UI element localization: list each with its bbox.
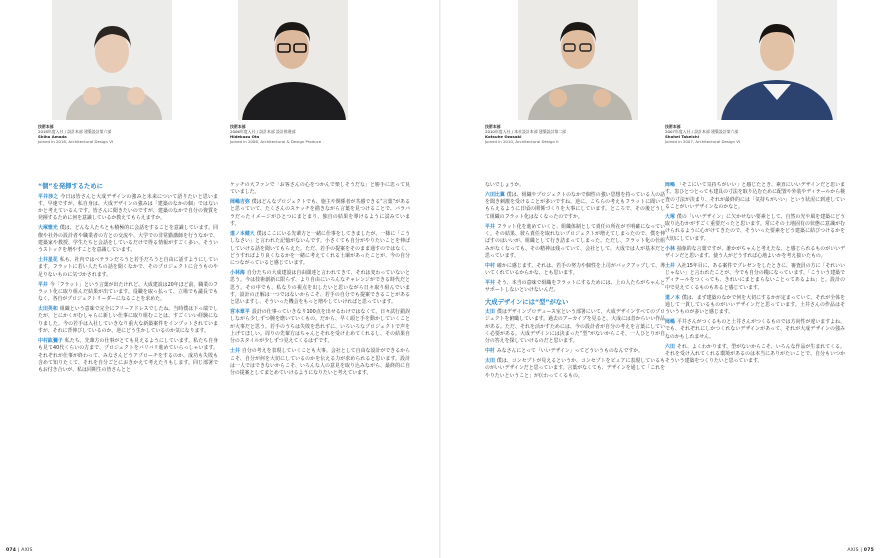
paragraph-text: フラット化を進めていくと、組織体制として責任の所在が不明確になっていく。その結果、彼ら責任を取れないプロジェクトが増えてしまったので、僕を伸ばすのはいいが、組織として行き詰まってしまった。ただし、フラット化の仕組みがなくなっても、その精神は残っていて、会社として、大成では人が基本だと思っています。: [485, 223, 665, 259]
speaker-name: 中村: [485, 262, 495, 269]
magazine-name: AXIS: [847, 548, 859, 553]
speaker-name: 平井: [485, 279, 495, 286]
caption-name-en: Shiho Amada: [38, 134, 67, 139]
paragraph-text: 私たち、先輩方の仕事がとても見えるようにしています。私たち自身も見て40代くらいの方まで、プロジェクトをバリバリ進めていらっしゃいます。それぞれが仕事が終わって、みなさんどうアプローチをするのか、成功も失敗も含めて知りたくて、それを自分ごとにおきかえて考えたりもします。同じ部署でもお付き合いが、私は同期生の皆さんとと: [38, 337, 218, 374]
paragraph-text: 僕はここにいる先輩方と一緒に仕事をしてきましたが、一様に「こうしなさい」と言われた記憶がないんです。小さくても自分がやりたいことを伸ばしていける話を聞いてもらえた。ただ、若手の提案をそのまま通すのではなく、どうすればより良くなるかを一緒に考えてくれる土壌があったことが、今の自分につながっていると感じています。: [230, 230, 410, 267]
paragraph: [230, 182, 410, 197]
paragraph-text: 組織という意味で完全にフリーアドレスでしたね。当時僕は下っ端でしたが、とにかくがむしゃらに新しい仕事に取り組むことは、すごくいい経験になりました。今の若手は入社していきなり重大な新築案件をインプットされていますが、それに背伸びしているのか、逆にどう生かしているのか気になります。: [38, 306, 218, 335]
paragraph-text: 僕は、組織やプロジェクトのなかで個性の強い思想を持っている人の話を聞き刺激を受けることが多いですね。逆に、こちらの考えもフラットに聞いてもらえるように日頃の関係づくりを大事にしています。ところで、その後どうして組織のフラット化はなくなったのですか。: [485, 191, 665, 220]
text-column-2: [230, 182, 410, 530]
paragraph-text: 僕はどんなプロジェクトでも、施主や関係者が共感できる“言葉”があると思っていて、たくさんのスケッチを描きながら言葉を見つけることで、バラバラだったイメージがひとつにまとまり、独自の結果を導けるように試みています。: [230, 199, 410, 228]
caption-join: 2006年度入社 / 設計本部 設計推進部: [230, 129, 296, 134]
speaker-name: 六田: [665, 343, 675, 350]
caption-role: 技術本部: [230, 124, 246, 129]
paragraph: [665, 295, 845, 317]
speaker-name: 岡嶋: [665, 319, 675, 326]
caption-role: 技術本部: [485, 124, 501, 129]
speaker-name: 中村紘彌子: [38, 337, 63, 344]
paragraph-text: 僕は、コンセプトが見えるというか、コンセプトをピュアに表現しているものがいいデザインだと思っています。言葉がなくても、デザインを通して「これをやりたいということ」が伝わってくるもの。: [485, 358, 665, 379]
speaker-name: 太田: [485, 309, 495, 316]
speaker-name: 土井: [230, 348, 240, 355]
text-column-1: [38, 182, 218, 530]
caption-join: 2010年度入社 / 本社設計本部 建築設計第二部: [485, 129, 567, 134]
speaker-name: 道ノ本: [665, 294, 680, 301]
speaker-name: 宮本章平: [230, 309, 250, 316]
paragraph: [230, 270, 410, 306]
paragraph-text: 僕は、まず建築のなかで何を大切にするかが定まっていて、それが全体を通して一貫しているものがいいデザインだと思っています。土井さんの作品はそういうものが多いと感じます。: [665, 294, 845, 316]
page-gutter: [439, 0, 441, 558]
caption-person-3: [485, 124, 585, 144]
paragraph-text: 僕は、どんな人たちとも積極的に会話をすることを意識しています。同僚や社外の設計者や職業者の方との交流や、大学での非常勤講師を行うなかで、建築家や教授、学生たちと会話をしているだけで得る情報がすごく多い。そういうストックを増やすことを意識しています。: [38, 225, 218, 254]
caption-name-en: Katsuhe Ozasaki: [485, 134, 522, 139]
section-heading: 大成デザインには“型”がない: [485, 298, 569, 306]
paragraph: [665, 263, 845, 292]
paragraph: [230, 231, 410, 267]
paragraph: [38, 338, 218, 374]
paragraph: [485, 280, 665, 295]
paragraph-text: 私も、社内ではベテランだろうと若手だろうと自由に話すようにしています。フラットに若い人たちの話を聞くなかで、そのプロジェクトに合うものや足りないものに気づかされます。: [38, 257, 218, 278]
speaker-name: 土井星花: [38, 257, 58, 264]
caption-join-en: Joined in 2018, Architectural Design VI: [38, 139, 114, 144]
caption-role: 技術本部: [38, 124, 54, 129]
paragraph-text: 「そこにいて気持ちがいい」と感じたとき、素直にいいデザインだと思います。窓ひとつとっても建具の寸法を取り込むために配置や外装やディテールから検査の寸法が決まり、それが最終的には「気持ちがいい」という状況に到達していることがいいデザインなのかなと。: [665, 182, 845, 210]
paragraph-text: 自分たちの大成建設は自由闊達と言われてきて、それは変わっていないと思う。今は技術創新に限らず、より自由にいろんなチャレンジができる時代だと思う。その中でも、私なりの視点を出したいと思いながら日々取り組んでいます。設計の正解は一つではないからこそ、若手の自分でも提案できることがあると思いますし、そういった機会をもっと増やしていければと思っています。: [230, 270, 410, 306]
paragraph: [665, 319, 845, 341]
paragraph-text: みなさんにとって「いいデザイン」ってどういうものなんですか。: [496, 348, 644, 355]
portrait-photo-4: [717, 0, 837, 120]
paragraph: [485, 348, 665, 355]
paragraph-text: 抽象的な言葉ですが、誰かがちゃんと考えたな、と感じられるものがいいデザインだと思います。使う人がどうすれば心地よいかを考え抜いたもの。: [665, 245, 845, 259]
speaker-name: 小林海: [230, 270, 245, 277]
paragraph-text: 確かに感じます。それは、若手の努力や個性を上司がバックアップして、導いてくれているからかな、とも思います。: [485, 262, 665, 277]
paragraph-text: 僕はデザインプロデュース室という部署にいて、大成デザインすべてのプロジェクトを俯瞰しています。過去のアーカイブを見ると、大成には昔からいい作品がある。ただ、それを活かすためには、今の設計者が自分の考えを言葉にしていく必要がある。大成デザインには決まった“型”がないからこそ、一人ひとりが自分の答えを探していけるのだと思います。: [485, 309, 665, 345]
text-column-3: [485, 182, 665, 530]
speaker-name: 平井: [485, 223, 495, 230]
paragraph: [230, 199, 410, 228]
paragraph-text: 僕の「いいデザイン」に欠かせない要素として、自然の光や風を建築にどう取り込むかがすごく重要だったと思います。常にその土地固有の状態に意識がむけられるように心がけてきたので、そういった要素をどう建築に結びつけるかを大切にしています。: [665, 213, 845, 242]
speaker-name: 中村: [485, 348, 495, 355]
caption-name-en: Shohei Takeichi: [665, 134, 699, 139]
caption-join-en: Joined in 2010, Architectural Design II: [485, 139, 559, 144]
speaker-name: 大塚: [665, 213, 675, 220]
speaker-name: 土井: [665, 262, 675, 269]
paragraph: [485, 309, 665, 345]
paragraph-text: 設計の仕事っていきなり100点を出せるわけではなくて、日々試行錯誤しながら少しずつ腕を磨いていくもの。だから、早く頭と手を動かしていくことが大事だと思う。若手のうちは失敗を恐れずに、いろいろなプロジェクトで声を上げてほしい。周りの先輩方はちゃんとそれを受け止めてくれるし、その結果自分のスタイルが少しずつ見えてくるはずです。: [230, 309, 410, 345]
caption-join: 2018年度入社 / 設計本部 建築設計第六部: [38, 129, 112, 134]
paragraph-text: 今日は皆さんと大成デザインの強みと未来について語りたいと思います。早速ですが、私自身は、大成デザインの強みは「建築のなかの個」ではないかと考えているんです。皆さんに聞きたいのですが、建築のなかで自分の資質を発揮するために何を意識しているか教えてもらえますか。: [38, 193, 218, 222]
paragraph: [38, 257, 218, 279]
paragraph: [485, 192, 665, 221]
page-number: 074: [6, 548, 17, 553]
speaker-name: 岡嶋吉弥: [230, 199, 250, 206]
paragraph: [230, 309, 410, 345]
paragraph-text: 今「フラット」という言葉が出たけれど、大成建設は20年ほど前、職業のフラット化に取り組んだ結果が出ています。役職を取っ払って、立場でも議長でもなく、各自がプロジェクトリーダーになることを求めた。: [38, 281, 218, 303]
paragraph: [485, 224, 665, 260]
paragraph: [38, 282, 218, 304]
portrait-photo-1: [52, 0, 172, 120]
text-column-4: [665, 182, 845, 530]
caption-person-2: [230, 124, 330, 144]
paragraph: [665, 182, 845, 211]
paragraph-text: ケッチの大ファンで「お客さんの心をつかんで楽しそうだな」と勝手に思って見ていました。: [230, 182, 410, 196]
paragraph-text: ないでしょうか。: [485, 182, 525, 188]
speaker-name: 平井: [38, 281, 48, 288]
speaker-name: 太田: [485, 358, 495, 365]
caption-person-4: [665, 124, 765, 144]
section-heading: “個”を発揮するために: [38, 183, 103, 190]
page-folio-left: 074 | AXIS: [6, 548, 33, 553]
speaker-name: 大塚雅光: [38, 225, 58, 232]
speaker-name: 小林: [665, 245, 675, 252]
speaker-name: 道ノ本健大: [230, 230, 255, 237]
caption-person-1: [38, 124, 138, 144]
paragraph: [38, 194, 218, 223]
page-folio-right: AXIS | 075: [847, 548, 874, 553]
caption-join: 2007年度入社 / 設計本部 建築設計第六部: [665, 129, 739, 134]
speaker-name: 平井渉之: [38, 193, 59, 200]
paragraph: [665, 344, 845, 366]
portrait-photo-2: [238, 0, 348, 120]
paragraph: [665, 214, 845, 243]
caption-name-en: Hidekazu Ota: [230, 134, 260, 139]
portrait-photo-3: [518, 0, 638, 120]
magazine-name: AXIS: [21, 548, 33, 553]
paragraph: [38, 225, 218, 254]
paragraph: [485, 182, 665, 189]
speaker-name: 岡嶋: [665, 182, 675, 188]
paragraph-text: そう、本当の意味で組織をフラットにするためには、上の人たちがちゃんとサポートしないといけないんだ。: [485, 279, 665, 294]
paragraph-text: 入社15年目に、ある案件でプレゼンをしたときに、審査員の方に「それいいじゃない」と言われたことが、今でも自分の糧になっています。「こういう建築でディテールをつくっても、きれいにまとまらないことってあるよね」と。設計の中で見えてくるものもあると感じています。: [665, 262, 845, 291]
paragraph: [485, 263, 665, 278]
paragraph-text: それ、よくわかります。型がないからこそ、いろんな作品が生まれてくる。それを受け入れてくれる環境があるのは本当にありがたいことで、自分もいつかそういう建築をつくりたいと思っています。: [665, 343, 845, 365]
paragraph: [485, 358, 665, 380]
paragraph: [38, 306, 218, 335]
paragraph: [230, 348, 410, 377]
paragraph-text: 平井さんがつくるものと土井さんがつくるものでは方向性が違いますよね。でも、それぞれにしかつくれないデザインがあって、それが大成デザインの強みなのかもしれません。: [665, 319, 845, 340]
speaker-name: 太田英和: [38, 306, 58, 313]
caption-role: 技術本部: [665, 124, 681, 129]
caption-join-en: Joined in 2006, Architectural & Design Produce: [230, 139, 322, 144]
caption-join-en: Joined in 2007, Architectural Design VI: [665, 139, 741, 144]
speaker-name: 六田比翼: [485, 191, 505, 198]
page-number: 075: [863, 548, 874, 553]
paragraph-text: 自分の考えを表現していくことも大事。会社として自由な設計ができるからこそ、自分が何を大切にしているのかを伝える力が求められると思います。設計は一人ではできないからこそ、いろんな人の意見を取り込みながら、最終的に自分の提案としてまとめていけるようになりたいと考えています。: [230, 348, 410, 377]
paragraph: [665, 246, 845, 261]
